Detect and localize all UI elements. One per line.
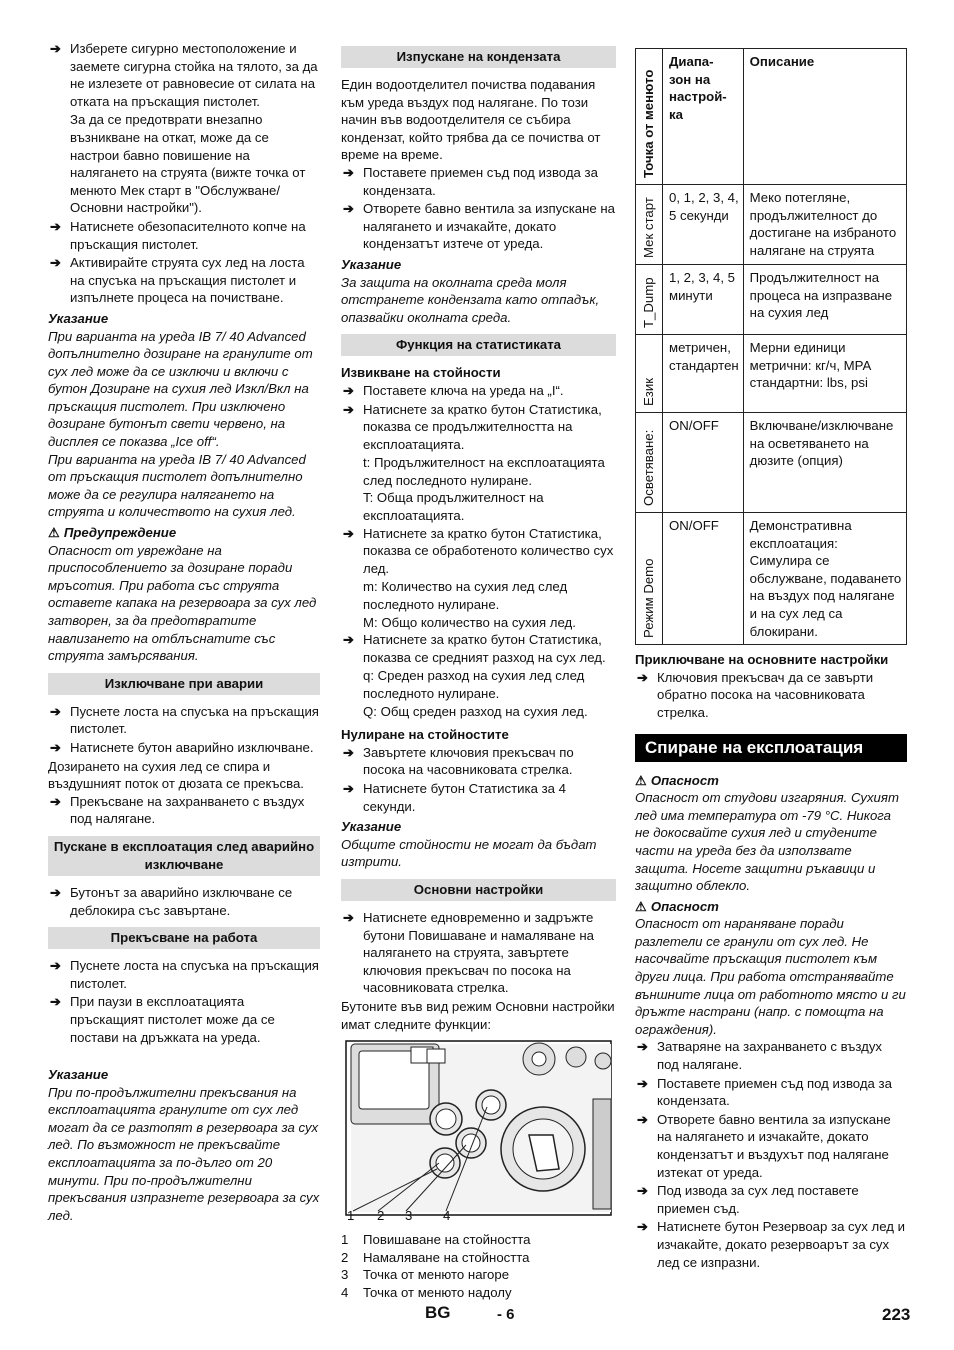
arrow-right-icon: ➔	[343, 780, 354, 796]
table-cell: Мерни единици метрични: кг/ч, MPA стандартни: lbs, psi	[743, 335, 906, 413]
figure-labels	[341, 1207, 616, 1223]
figure-label: 1	[347, 1208, 355, 1224]
note-heading: Указание	[341, 256, 402, 272]
arrow-right-icon: ➔	[637, 1039, 648, 1055]
footer-page-number: 223	[882, 1305, 911, 1324]
indented-text: t: Продължителност на експлоатацията след последното нулиране.	[363, 455, 605, 488]
arrow-right-icon: ➔	[343, 164, 354, 180]
table-row	[636, 265, 907, 335]
table-cell: T_Dump	[636, 265, 663, 335]
instruction-step: ➔ Натиснете обезопасителното копче на пръскащия пистолет.	[50, 218, 306, 252]
table-cell: 1, 2, 3, 4, 5 минути	[663, 265, 744, 335]
note-heading: Указание	[341, 819, 402, 835]
arrow-right-icon: ➔	[637, 1075, 648, 1091]
instruction-step: ➔ Пуснете лоста на спусъка на пръскащия пистолет.	[50, 958, 319, 991]
sub-heading: Приключване на основните настройки	[635, 652, 889, 668]
instruction-step: ➔ Поставете приемен съд под извода за кондензата.	[637, 1075, 892, 1109]
table-cell: Език	[636, 335, 663, 413]
table-cell: Продължителност на процеса на изпразване на сухия лед	[743, 265, 906, 335]
indented-text: q: Среден разход на сухия лед след последното нулиране.	[363, 668, 585, 701]
note-text: При варианта на уреда IB 7/ 40 Advanced допълнително дозиране на гранулите от сух лед може да се изключи и включи с бутон Дозиране на сухия лед Изкл/Вкл на пръскащия пистолет. При изключено дозиране бутонът свети червено, на дисплея се показва „Ice off“.	[48, 328, 313, 450]
instruction-step: ➔ Натиснете бутон аварийно изключване.	[50, 739, 314, 755]
arrow-right-icon: ➔	[50, 739, 61, 755]
footer-language: BG	[425, 1303, 451, 1322]
arrow-right-icon: ➔	[50, 994, 61, 1010]
body-text: Бутоните във вид режим Основни настройки имат следните функции:	[341, 998, 615, 1032]
instruction-step: ➔ Под извода за сух лед поставете приемен съд.	[637, 1183, 859, 1216]
arrow-right-icon: ➔	[50, 958, 61, 974]
table-header-cell: Диапа- зон на настрой- ка	[663, 49, 744, 185]
instruction-step: ➔ Активирайте струята сух лед на лоста на спусъка на пръскащия пистолет и изпълнете процеса на почистване.	[50, 255, 305, 306]
legend-item: 1 Повишаване на стойността	[341, 1232, 531, 1248]
table-cell: Режим Demo	[636, 513, 663, 645]
indented-text: T: Обща продължителност на експлоатацията.	[363, 490, 544, 524]
instruction-step: ➔ Завъртете ключовия прекъсвач по посока на часовниковата стрелка.	[343, 744, 574, 778]
instruction-step: ➔ Затваряне на захранването с въздух под налягане.	[637, 1039, 883, 1073]
column-1	[48, 40, 320, 1224]
legend-item: 2 Намаляване на стойността	[341, 1249, 530, 1265]
chapter-heading: Спиране на експлоатация	[635, 734, 907, 762]
arrow-right-icon: ➔	[50, 793, 61, 809]
instruction-step: ➔ Натиснете за кратко бутон Статистика, показва се средният разход на сух лед.	[343, 632, 606, 665]
warning-triangle-icon: ⚠	[48, 525, 60, 541]
figure-label: 2	[377, 1208, 385, 1224]
note-heading: Указание	[48, 310, 109, 326]
instruction-step: ➔ Ключовия прекъсвач да се завърти обратно посока на часовниковата стрелка.	[637, 669, 874, 720]
note-text: За защита на околната среда моля отстранете кондензата като отпадък, опазвайки околната среда.	[341, 274, 600, 325]
warning-triangle-icon: ⚠	[635, 772, 647, 788]
table-cell: Мек старт	[636, 185, 663, 265]
figure-legend	[341, 1231, 616, 1301]
body-text: Един водоотделител почиства подавания към уреда въздух под налягане. По този начин във водоотделителя се събира кондензат, който трябва да се почиства от време на време.	[341, 77, 601, 163]
arrow-right-icon: ➔	[343, 382, 354, 398]
arrow-right-icon: ➔	[343, 201, 354, 217]
settings-table	[635, 48, 907, 645]
table-cell: ON/OFF	[663, 513, 744, 645]
warning-heading: ⚠ Предупреждение	[48, 525, 177, 541]
note-text: Общите стойности не могат да бъдат изтрити.	[341, 836, 597, 870]
table-row	[636, 513, 907, 645]
arrow-right-icon: ➔	[50, 41, 61, 56]
table-row	[636, 185, 907, 265]
danger-text: Опасност от нараняване поради разлетели се гранули от сух лед. Не насочвайте пръскащия пистолет към други лица. При работа отстранявайте външните лица от работното място и ги дръжте настрани (напр. с помощта на ограждения).	[635, 916, 906, 1037]
instruction-step: ➔ Натиснете едновременно и задръжте бутони Повишаване и намаляване на налягането на струята, завъртете ключовия прекъсвач по посока на часовниковата стрелка.	[343, 909, 594, 996]
legend-item: 3 Точка от менюто нагоре	[341, 1267, 510, 1283]
instruction-step: ➔ Натиснете за кратко бутон Статистика, показва се продължителността на експлоатацията.	[343, 401, 602, 452]
instruction-step: ➔ Пуснете лоста на спусъка на пръскащия пистолет.	[50, 703, 319, 737]
table-header-row	[636, 49, 907, 185]
arrow-right-icon: ➔	[637, 1219, 648, 1235]
instruction-step: ➔ Отворете бавно вентила за изпускане на налягането и изчакайте, докато кондензатът и въздухът под налягане изтекат от уреда.	[637, 1111, 891, 1180]
table-cell: 0, 1, 2, 3, 4, 5 секунди	[663, 185, 744, 265]
arrow-right-icon: ➔	[50, 703, 61, 719]
instruction-step: ➔ Отворете бавно вентила за изпускане на налягането и изчакайте, докато кондензатът изтече от уреда.	[343, 201, 615, 252]
arrow-right-icon: ➔	[637, 1183, 648, 1199]
table-row	[636, 413, 907, 513]
instruction-step: ➔ Изберете сигурно местоположение и заемете сигурна стойка на тялото, за да не излезете от равновесие от силата на отката на пръскащия пистолет.	[50, 41, 318, 109]
indented-text: За да се предотврати внезапно възникване на откат, може да се настрои бавно повишение на налягането на струята (вижте точка от менюто Мек старт в "Обслужване/Основни настройки").	[70, 112, 306, 216]
instruction-step: ➔ Натиснете за кратко бутон Статистика, показва се обработеното количество сух лед.	[343, 525, 614, 576]
table-header-cell: Описание	[743, 49, 906, 185]
danger-heading: ⚠ Опасност	[635, 898, 719, 914]
note-text: При варианта на уреда IB 7/ 40 Advanced от пръскащия пистолет допълнително може да се регулира налягането на струята и количеството на сухия лед.	[48, 451, 306, 520]
section-heading: Функция на статистиката	[341, 334, 616, 356]
legend-item: 4 Точка от менюто надолу	[341, 1284, 512, 1300]
instruction-step: ➔ Прекъсване на захранването с въздух под налягане.	[50, 793, 305, 827]
table-cell: метричен, стандартен	[663, 335, 744, 413]
figure-label: 4	[443, 1208, 451, 1224]
section-heading: Прекъсване на работа	[48, 927, 320, 949]
instruction-step: ➔ Поставете ключа на уреда на „I“.	[343, 382, 564, 398]
figure-label: 3	[405, 1208, 413, 1224]
arrow-right-icon: ➔	[343, 525, 354, 541]
warning-triangle-icon: ⚠	[635, 898, 647, 914]
arrow-right-icon: ➔	[50, 255, 61, 271]
section-heading: Изключване при аварии	[48, 673, 320, 695]
note-heading: Указание	[48, 1067, 109, 1083]
arrow-right-icon: ➔	[637, 669, 648, 685]
table-cell: Демонстративна експлоатация: Симулира се обслужване, подаването на въздух под налягане и на сух лед са блокирани.	[743, 513, 906, 645]
body-text: Дозирането на сухия лед се спира и въздушният поток от дюзата се прекъсва.	[48, 758, 304, 792]
indented-text: M: Общо количество на сухия лед.	[363, 614, 576, 630]
danger-heading: ⚠ Опасност	[635, 772, 719, 788]
arrow-right-icon: ➔	[50, 884, 61, 900]
table-cell: Осветяване:	[636, 413, 663, 513]
sub-heading: Извикване на стойности	[341, 365, 501, 381]
arrow-right-icon: ➔	[637, 1111, 648, 1127]
section-heading: Изпускане на кондензата	[341, 46, 616, 68]
section-heading: Пускане в експлоатация след аварийно изключване	[48, 836, 320, 876]
warning-text: Опасност от увреждане на приспособлението за дозиране поради мръсотия. При работа със струята оставете капака на резервоара за сух лед затворен, за да предотвратите навлизането на отблъснатите със струята замърсявания.	[48, 542, 317, 664]
indented-text: m: Количество на сухия лед след последното нулиране.	[363, 579, 568, 613]
arrow-right-icon: ➔	[343, 744, 354, 760]
arrow-right-icon: ➔	[343, 401, 354, 417]
instruction-step: ➔ При паузи в експлоатацията пръскащият пистолет може да се постави на дръжката на уреда.	[50, 994, 275, 1045]
column-3	[635, 40, 907, 1272]
table-header-cell: Точка от менюто	[636, 49, 663, 185]
instruction-step: ➔ Бутонът за аварийно изключване се деблокира със завъртане.	[50, 884, 293, 918]
table-cell: Включване/изключване на осветяването на дюзите (опция)	[743, 413, 906, 513]
table-row	[636, 335, 907, 413]
arrow-right-icon: ➔	[343, 632, 354, 648]
arrow-right-icon: ➔	[343, 909, 354, 925]
danger-text: Опасност от студови изгаряния. Сухият лед има температура от -79 °C. Никога не докосвайте сухия лед и студените части на уреда без да използвате защита. Носете защитни ръкавици и защитно облекло.	[635, 790, 899, 894]
instruction-step: ➔ Натиснете бутон Статистика за 4 секунди.	[343, 780, 566, 814]
sub-heading: Нулиране на стойностите	[341, 727, 509, 743]
instruction-step: ➔ Натиснете бутон Резервоар за сух лед и изчакайте, докато резервоарът за сух лед се изпразни.	[637, 1219, 905, 1270]
arrow-right-icon: ➔	[50, 218, 61, 234]
indented-text: Q: Общ среден разход на сухия лед.	[363, 703, 588, 719]
table-cell: ON/OFF	[663, 413, 744, 513]
table-cell: Меко потегляне, продължителност до достигане на избраното налягане на струята	[743, 185, 906, 265]
column-2	[341, 40, 616, 1301]
section-heading: Основни настройки	[341, 879, 616, 901]
control-panel-illustration	[341, 1039, 616, 1221]
instruction-step: ➔ Поставете приемен съд под извода за кондензата.	[343, 164, 598, 198]
note-text: При по-продължителни прекъсвания на експлоатацията гранулите от сух лед могат да се разтопят в резервоара за сух лед. По възможност не прекъсвайте експлоатацията за по-дълго от 20 минути. При по-продължителни прекъсвания изпразнете резервоара за сух лед.	[48, 1084, 320, 1223]
footer-local-page: - 6	[497, 1306, 515, 1323]
